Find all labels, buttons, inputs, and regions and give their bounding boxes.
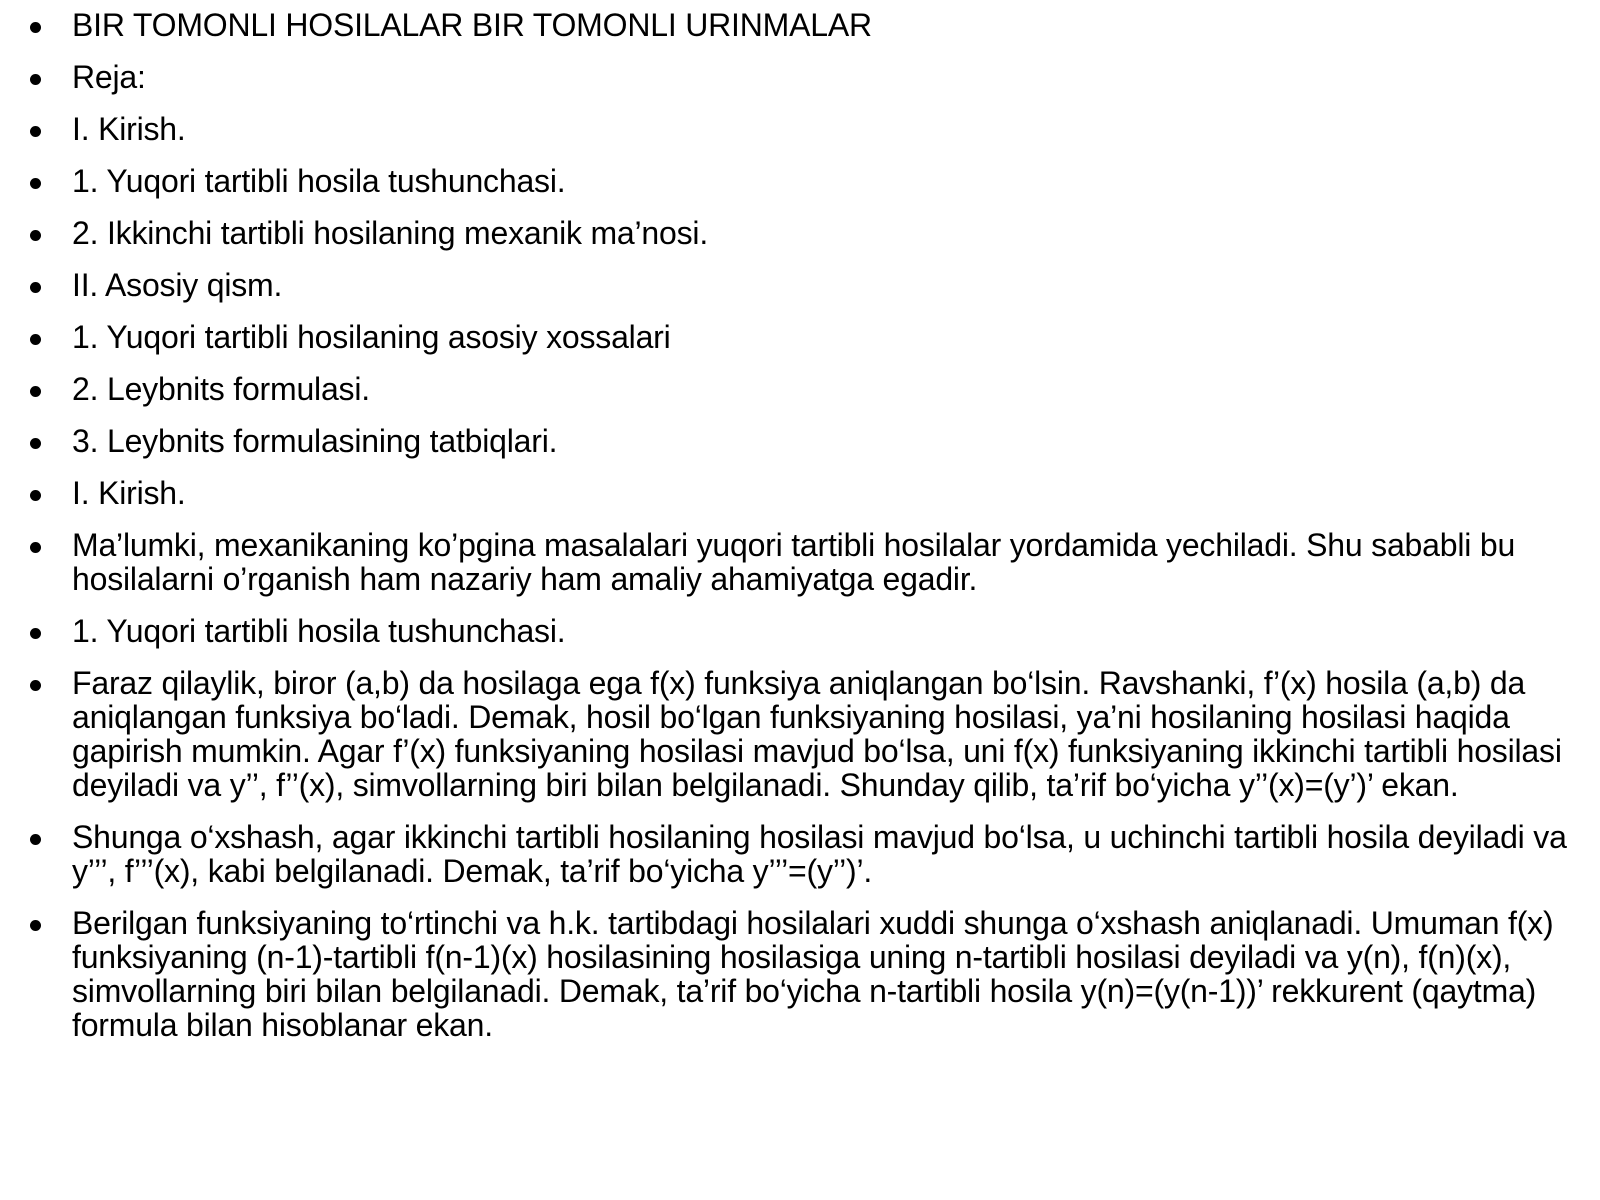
- list-item-text: I. Kirish.: [72, 111, 186, 147]
- list-item-text: Berilgan funksiyaning to‘rtinchi va h.k. tartibdagi hosilalari xuddi shunga o‘xshash aniqlanadi. Umuman f(x) funksiyaning (n-1)-tartibli f(n-1)(x) hosilasining hosilasiga uning n-tartibli hosilasi deyiladi va y(n), f(n)(x), simvollarning biri bilan belgilanadi. Demak, ta’rif bo‘yicha n-tartibli hosila y(n)=(y(n-1))’ rekkurent (qaytma) formula bilan hisoblanar ekan.: [72, 905, 1554, 1043]
- list-item-text: Reja:: [72, 59, 146, 95]
- bullet-icon: [30, 178, 41, 189]
- list-item-text: 2. Ikkinchi tartibli hosilaning mexanik ma’nosi.: [72, 215, 709, 251]
- list-item: [30, 60, 1590, 95]
- list-item-text: BIR TOMONLI HOSILALAR BIR TOMONLI URINMALAR: [72, 7, 872, 43]
- list-item: [30, 320, 1590, 355]
- list-item-text: 1. Yuqori tartibli hosila tushunchasi.: [72, 613, 566, 649]
- bullet-icon: [30, 386, 41, 397]
- list-item: [30, 372, 1590, 407]
- list-item: [30, 820, 1590, 888]
- list-item-text: 2. Leybnits formulasi.: [72, 371, 370, 407]
- list-item-text: 1. Yuqori tartibli hosilaning asosiy xossalari: [72, 319, 671, 355]
- bullet-icon: [30, 680, 41, 691]
- list-item-text: 1. Yuqori tartibli hosila tushunchasi.: [72, 163, 566, 199]
- bullet-icon: [30, 834, 41, 845]
- bullet-icon: [30, 542, 41, 553]
- bullet-icon: [30, 22, 41, 33]
- list-item: [30, 666, 1590, 802]
- list-item: [30, 164, 1590, 199]
- bullet-list: [30, 8, 1590, 1060]
- bullet-icon: [30, 230, 41, 241]
- list-item: [30, 528, 1590, 596]
- list-item: [30, 424, 1590, 459]
- list-item: [30, 476, 1590, 511]
- list-item-text: II. Asosiy qism.: [72, 267, 283, 303]
- bullet-icon: [30, 920, 41, 931]
- list-item: [30, 112, 1590, 147]
- bullet-icon: [30, 490, 41, 501]
- list-item-text: Ma’lumki, mexanikaning ko’pgina masalalari yuqori tartibli hosilalar yordamida yechiladi. Shu sababli bu hosilalarni o’rganish ham nazariy ham amaliy ahamiyatga egadir.: [72, 527, 1516, 597]
- list-item: [30, 268, 1590, 303]
- list-item: [30, 614, 1590, 649]
- bullet-icon: [30, 628, 41, 639]
- bullet-icon: [30, 126, 41, 137]
- bullet-icon: [30, 438, 41, 449]
- list-item-text: Faraz qilaylik, biror (a,b) da hosilaga ega f(x) funksiya aniqlangan bo‘lsin. Ravshanki, f’(x) hosila (a,b) da aniqlangan funksiya bo‘ladi. Demak, hosil bo‘lgan funksiyaning hosilasi, ya’ni hosilaning hosilasi haqida gapirish mumkin. Agar f’(x) funksiyaning hosilasi mavjud bo‘lsa, uni f(x) funksiyaning ikkinchi tartibli hosilasi deyiladi va y’’, f’’(x), simvollarning biri bilan belgilanadi. Shunday qilib, ta’rif bo‘yicha y’’(x)=(y’)’ ekan.: [72, 665, 1562, 803]
- bullet-icon: [30, 334, 41, 345]
- bullet-icon: [30, 282, 41, 293]
- list-item-text: 3. Leybnits formulasining tatbiqlari.: [72, 423, 558, 459]
- bullet-icon: [30, 74, 41, 85]
- list-item-text: I. Kirish.: [72, 475, 186, 511]
- list-item: [30, 216, 1590, 251]
- list-item: [30, 906, 1590, 1042]
- list-item: [30, 8, 1590, 43]
- list-item-text: Shunga o‘xshash, agar ikkinchi tartibli hosilaning hosilasi mavjud bo‘lsa, u uchinchi tartibli hosila deyiladi va y’’’, f’’’(x), kabi belgilanadi. Demak, ta’rif bo‘yicha y’’’=(y’’)’.: [72, 819, 1567, 889]
